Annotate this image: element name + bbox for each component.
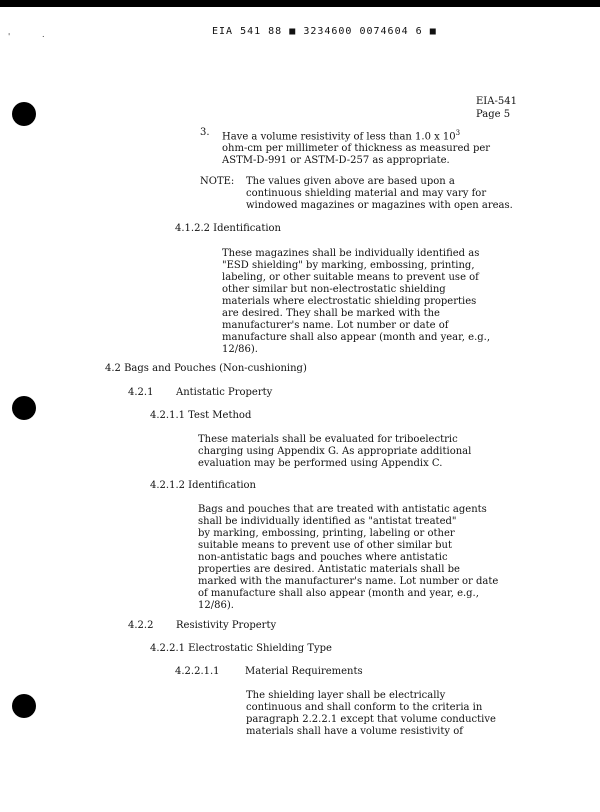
body-line: materials where electrostatic shielding properties bbox=[222, 296, 477, 307]
item-3-line: ohm-cm per millimeter of thickness as measured per bbox=[222, 143, 491, 155]
body-line: labeling, or other suitable means to prevent use of bbox=[222, 272, 479, 283]
body-line: other similar but non-electrostatic shielding bbox=[222, 284, 446, 295]
scan-speck: ' bbox=[8, 32, 11, 41]
document-id-header bbox=[212, 26, 437, 37]
body-line: manufacture shall also appear (month and year, e.g., bbox=[222, 332, 491, 343]
binder-hole-top bbox=[12, 102, 36, 126]
section-number: 4.2.2 bbox=[128, 620, 154, 631]
body-line: The shielding layer shall be electrically bbox=[246, 690, 446, 701]
section-heading bbox=[128, 387, 272, 398]
scan-top-border bbox=[0, 0, 600, 7]
barcode-number: 3234600 0074604 6 bbox=[303, 26, 423, 37]
body-line: evaluation may be performed using Appendix C. bbox=[198, 458, 443, 469]
section-number: 4.2.2.1.1 bbox=[175, 666, 220, 677]
item-3-text bbox=[222, 127, 540, 167]
body-line: Bags and pouches that are treated with antistatic agents bbox=[198, 504, 487, 515]
section-heading: 4.2 Bags and Pouches (Non-cushioning) bbox=[105, 363, 307, 374]
binder-hole-bottom bbox=[12, 694, 36, 718]
section-heading bbox=[128, 620, 276, 631]
section-42211-body bbox=[246, 690, 540, 738]
item-3-line: ASTM-D-991 or ASTM-D-257 as appropriate. bbox=[222, 155, 450, 167]
note-text bbox=[246, 176, 540, 212]
body-line: These magazines shall be individually identified as bbox=[222, 248, 480, 259]
body-line: manufacturer's name. Lot number or date of bbox=[222, 320, 449, 331]
body-line: marked with the manufacturer's name. Lot number or date bbox=[198, 576, 499, 587]
block-mark-end: ■ bbox=[429, 26, 437, 37]
body-line: paragraph 2.2.2.1 except that volume conductive bbox=[246, 714, 496, 725]
doc-code: EIA 541 88 bbox=[212, 26, 283, 37]
page-reference bbox=[476, 95, 517, 121]
item-3-line: Have a volume resistivity of less than 1.0 x $10^3$ bbox=[222, 129, 461, 143]
note-label: NOTE: bbox=[200, 176, 235, 187]
section-heading: 4.2.1.1 Test Method bbox=[150, 410, 252, 421]
section-heading bbox=[175, 666, 363, 677]
section-title: Material Requirements bbox=[245, 666, 363, 677]
section-4211-body bbox=[198, 434, 540, 470]
section-heading: 4.2.2.1 Electrostatic Shielding Type bbox=[150, 643, 332, 654]
section-title: Antistatic Property bbox=[176, 387, 273, 398]
body-line: by marking, embossing, printing, labeling or other bbox=[198, 528, 455, 539]
exponent: 3 bbox=[455, 129, 461, 137]
block-mark: ■ bbox=[289, 26, 297, 37]
item-number: 3. bbox=[200, 127, 210, 138]
scan-speck: . bbox=[42, 30, 45, 39]
body-line: materials shall have a volume resistivity of bbox=[246, 726, 463, 737]
section-4122-body bbox=[222, 248, 540, 356]
body-line: of manufacture shall also appear (month and year, e.g., bbox=[198, 588, 479, 599]
body-line: charging using Appendix G. As appropriate additional bbox=[198, 446, 472, 457]
body-line: suitable means to prevent use of other similar but bbox=[198, 540, 452, 551]
page-number: Page 5 bbox=[476, 109, 511, 120]
section-4212-body bbox=[198, 504, 540, 612]
note-line: continuous shielding material and may vary for bbox=[246, 188, 487, 199]
section-title: Resistivity Property bbox=[176, 620, 277, 631]
body-line: "ESD shielding" by marking, embossing, printing, bbox=[222, 260, 475, 271]
body-line: shall be individually identified as "antistat treated" bbox=[198, 516, 457, 527]
note-line: The values given above are based upon a bbox=[246, 176, 455, 187]
section-heading: 4.1.2.2 Identification bbox=[175, 223, 282, 234]
note-line: windowed magazines or magazines with open areas. bbox=[246, 200, 513, 211]
section-heading: 4.2.1.2 Identification bbox=[150, 480, 257, 491]
body-line: These materials shall be evaluated for triboelectric bbox=[198, 434, 458, 445]
binder-hole-middle bbox=[12, 396, 36, 420]
body-line: 12/86). bbox=[198, 600, 234, 611]
body-line: properties are desired. Antistatic materials shall be bbox=[198, 564, 460, 575]
body-line: continuous and shall conform to the criteria in bbox=[246, 702, 483, 713]
doc-number: EIA-541 bbox=[476, 96, 517, 107]
body-line: 12/86). bbox=[222, 344, 258, 355]
body-line: are desired. They shall be marked with the bbox=[222, 308, 440, 319]
body-line: non-antistatic bags and pouches where antistatic bbox=[198, 552, 448, 563]
section-number: 4.2.1 bbox=[128, 387, 154, 398]
